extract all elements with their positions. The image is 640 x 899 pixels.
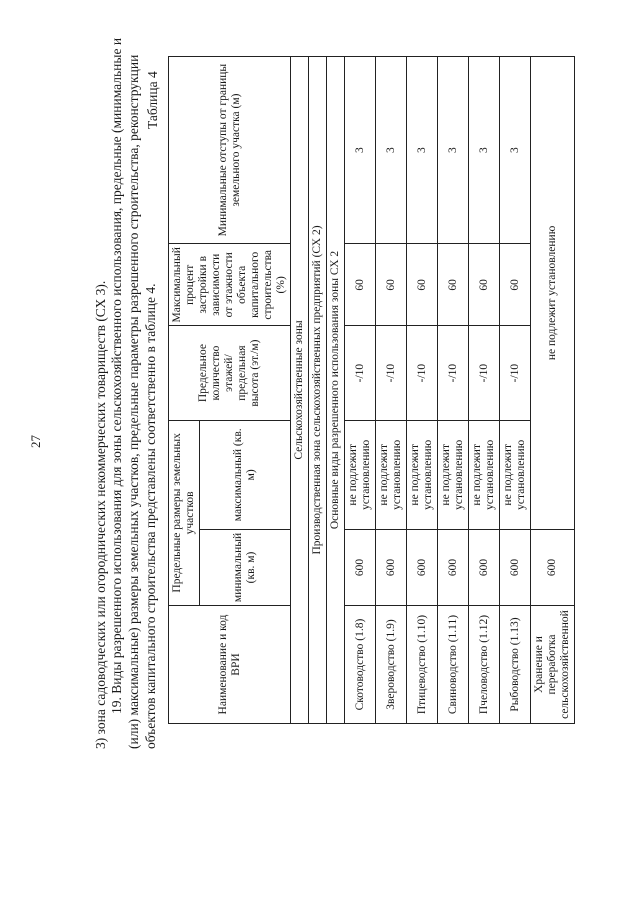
zone-title: Сельскохозяйственные зоны (291, 57, 309, 724)
row-setback: 3 (438, 57, 469, 244)
zone-main-uses: Основные виды разрешенного использования зоны СХ 2 (327, 57, 345, 724)
row-floors: -/10 (345, 326, 376, 420)
row-max: не подлежит установлению (345, 420, 376, 529)
table-row (407, 57, 438, 724)
row-min: 600 (407, 529, 438, 605)
row-name: Свиноводство (1.11) (438, 606, 469, 724)
table-caption: Таблица 4 (145, 71, 160, 129)
zoning-table (168, 56, 575, 724)
header-row-1 (169, 57, 200, 724)
row-max: не подлежит установлению (407, 420, 438, 529)
row-coverage: 60 (407, 244, 438, 326)
row-max: не подлежит установлению (376, 420, 407, 529)
table-row (469, 57, 500, 724)
row-min: 600 (500, 529, 531, 605)
row-min: 600 (438, 529, 469, 605)
row-name: Птицеводство (1.10) (407, 606, 438, 724)
row-coverage: 60 (438, 244, 469, 326)
header-setback: Минимальные отступы от границы земельного участка (м) (169, 57, 291, 244)
row-min: 600 (345, 529, 376, 605)
table-row (438, 57, 469, 724)
row-floors: -/10 (469, 326, 500, 420)
row-merged: не подлежит установлению (531, 57, 575, 530)
row-setback: 3 (376, 57, 407, 244)
intro-line: 3) зона садоводческих или огороднических некоммерческих товариществ (СХ 3). (93, 280, 108, 749)
zone-row (291, 57, 309, 724)
row-min: 600 (469, 529, 500, 605)
row-setback: 3 (469, 57, 500, 244)
row-name: Пчеловодство (1.12) (469, 606, 500, 724)
zone-subtitle: Производственная зона сельскохозяйственных предприятий (СХ 2) (309, 57, 327, 724)
header-max: максимальный (кв. м) (200, 420, 291, 529)
row-max: не подлежит установлению (469, 420, 500, 529)
table-row (376, 57, 407, 724)
header-coverage: Максимальный процент застройки в зависимости от этажности объекта капитального строительства (%) (169, 244, 291, 326)
row-coverage: 60 (500, 244, 531, 326)
table-row (531, 57, 575, 724)
row-max: не подлежит установлению (438, 420, 469, 529)
header-name: Наименование и код ВРИ (169, 606, 291, 724)
row-setback: 3 (500, 57, 531, 244)
row-setback: 3 (407, 57, 438, 244)
row-name: Хранение и переработка сельскохозяйственной (531, 606, 575, 724)
row-floors: -/10 (438, 326, 469, 420)
table-row (500, 57, 531, 724)
paragraph-19: 19. Виды разрешенного использования для зоны сельскохозяйственного использования, предельные (минимальные и (или) максимальные) размеры земельных участков, предельные параметры разрешенного строительства, реконструкции объектов капитального строительства представлены соответственно в таблице 4. (109, 37, 158, 749)
row-name: Скотоводство (1.8) (345, 606, 376, 724)
row-floors: -/10 (407, 326, 438, 420)
row-min: 600 (531, 529, 575, 605)
page-number: 27 (28, 435, 43, 448)
row-floors: -/10 (500, 326, 531, 420)
table-row (345, 57, 376, 724)
header-plot-sizes: Предельные размеры земельных участков (169, 420, 200, 605)
row-name: Звероводство (1.9) (376, 606, 407, 724)
row-coverage: 60 (469, 244, 500, 326)
row-coverage: 60 (345, 244, 376, 326)
row-floors: -/10 (376, 326, 407, 420)
row-coverage: 60 (376, 244, 407, 326)
row-min: 600 (376, 529, 407, 605)
zone-row (327, 57, 345, 724)
row-max: не подлежит установлению (500, 420, 531, 529)
row-name: Рыбоводство (1.13) (500, 606, 531, 724)
header-min: минимальный (кв. м) (200, 529, 291, 605)
header-floors: Предельное количество этажей/ предельная высота (эт./м) (169, 326, 291, 420)
zone-row (309, 57, 327, 724)
row-setback: 3 (345, 57, 376, 244)
